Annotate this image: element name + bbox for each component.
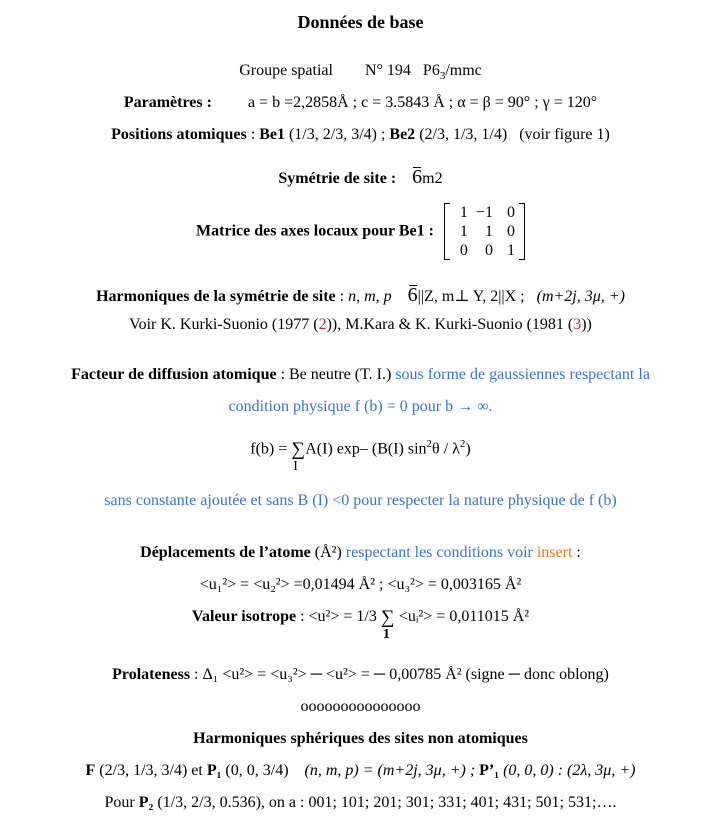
formula-right: A(I) exp– (B(I) sin: [305, 440, 427, 458]
harmonics-label: Harmoniques de la symétrie de site: [96, 288, 336, 305]
scattering-line-2: condition physique f (b) = 0 pour b → ∞.: [228, 398, 493, 415]
scattering-line-1: [0, 366, 721, 384]
references-suffix: )): [581, 316, 592, 333]
matrix-line: [0, 203, 721, 260]
site-P1-eq: = (m+2j, 3μ, +) ;: [362, 762, 476, 779]
site-P1-value: (0, 0, 3/4): [225, 762, 289, 779]
parameters-line: [0, 94, 721, 112]
isotropic-label: Valeur isotrope: [191, 608, 297, 626]
space-group-label: Groupe spatial: [239, 62, 333, 79]
site-P2: P₂: [138, 794, 154, 811]
sum-symbol: ∑ I: [291, 439, 306, 475]
positions-line: Positions atomiques : Be1 (1/3, 2/3, 3/4) ; Be2 (2/3, 1/3, 1/4) (voir figure 1): [111, 126, 610, 143]
references-prefix: Voir K. Kurki-Suonio (1977 (: [129, 316, 319, 333]
site-P1prime-value: (0, 0, 0) : (2λ, 3μ, +): [503, 762, 636, 779]
site-P1: P₁: [206, 762, 222, 779]
insert-link[interactable]: insert: [536, 544, 573, 561]
matrix-cell: 1: [459, 222, 468, 240]
reference-link-2[interactable]: 2: [318, 316, 327, 333]
displacements-label: Déplacements de l’atome: [140, 544, 311, 561]
harmonics-vars: n, m, p: [348, 288, 392, 305]
local-axes-matrix: [444, 203, 525, 260]
positions-note: (voir figure 1): [519, 126, 610, 143]
displacements-blue: respectant les conditions voir: [345, 544, 533, 561]
be1-label: Be1: [259, 126, 285, 143]
formula-right-b: θ / λ: [432, 440, 460, 458]
matrix-cell: 1: [506, 241, 515, 259]
scattering-label: Facteur de diffusion atomique: [71, 366, 277, 383]
site-P1prime: P’₁: [479, 762, 500, 779]
harmonics-rest: ||Z, m⊥ Y, 2||X ;: [417, 288, 525, 305]
matrix-cell: −1: [475, 203, 493, 221]
references-line: [0, 316, 721, 334]
be1-value: (1/3, 2/3, 3/4) ;: [288, 126, 386, 143]
site-symmetry-rest: m2: [422, 170, 443, 187]
matrix-cell: 0: [506, 203, 515, 221]
matrix-cell: 0: [506, 222, 515, 240]
sum-index: I: [293, 459, 298, 475]
space-group-number: N° 194: [364, 62, 411, 79]
non-atomic-line-1: [0, 762, 721, 780]
prolateness-label: Prolateness: [112, 666, 191, 683]
scattering-blue-text: sous forme de gaussiennes respectant la: [395, 366, 650, 383]
displacement-values: <u₁²> = <u₂²> =0,01494 Å² ; <u₃²> = 0,003165 Å²: [199, 576, 522, 593]
page-title: Données de base: [297, 12, 424, 32]
harmonics-line: Harmoniques de la symétrie de site : n, m, p 6||Z, m⊥ Y, 2||X ; (m+2j, 3μ, +): [96, 284, 625, 306]
references-middle: )), M.Kara & K. Kurki-Suonio (1981 (: [326, 316, 574, 333]
separator: ooooooooooooooo: [300, 698, 421, 715]
isotropic-a: : <u²> = 1/3: [300, 608, 377, 626]
non-atomic-title: Harmoniques sphériques des sites non atomiques: [193, 730, 528, 747]
displacements-end: :: [576, 544, 581, 561]
be2-value: (2/3, 1/3, 1/4): [419, 126, 508, 143]
displacements-line: [0, 544, 721, 562]
isotropic-line: [0, 607, 721, 642]
site-F: F: [85, 762, 96, 779]
isotropic-sum: ∑ 1: [381, 607, 395, 642]
parameters-label: Paramètres :: [123, 94, 212, 111]
isotropic-b: <uᵢ²> = 0,011015 Å²: [398, 608, 530, 626]
matrix-label: Matrice des axes locaux pour Be1 :: [196, 222, 434, 240]
matrix-cell: 0: [459, 241, 468, 259]
formula-left: f(b) =: [250, 440, 288, 458]
site-P2-value: (1/3, 2/3, 0.536), on a : 001; 101; 201; 301; 331; 401; 431; 501; 531;….: [157, 794, 617, 811]
space-group-symbol: $P6_3$/mmc: [422, 62, 482, 83]
matrix-cell: 1: [459, 203, 468, 221]
positions-label: Positions atomiques: [111, 126, 247, 143]
site-F-value: (2/3, 1/3, 3/4) et: [99, 762, 203, 779]
harmonics-tuple: (m+2j, 3μ, +): [536, 288, 625, 305]
displacements-unit: (Å²): [314, 544, 342, 561]
matrix-cell: 1: [484, 222, 493, 240]
formula-end: ): [465, 440, 471, 458]
prolateness-value: : Δ₁ <u²> = <u₃²> ─ <u²> = ─ 0,00785 Å² (signe ─ donc oblong): [194, 666, 609, 683]
isotropic-index: 1: [382, 627, 390, 642]
site-P2-prefix: Pour: [104, 794, 135, 811]
formula-sup: 2: [426, 438, 433, 450]
space-group-line: [0, 62, 721, 82]
scattering-note: sans constante ajoutée et sans B (I) <0 pour respecter la nature physique de f (b): [104, 492, 617, 509]
site-symmetry-bar6: 6: [412, 166, 423, 188]
be2-label: Be2: [389, 126, 416, 143]
scattering-text: : Be neutre (T. I.): [280, 366, 392, 383]
parameters-value: a = b =2,2858Å ; c = 3.5843 Å ; α = β = 90° ; γ = 120°: [247, 94, 598, 111]
prolateness-line: [0, 666, 721, 684]
non-atomic-line-2: [0, 794, 721, 812]
formula-line: [0, 438, 721, 475]
reference-link-3[interactable]: 3: [573, 316, 582, 333]
formula-sup2: 2: [459, 438, 466, 450]
matrix-cell: 0: [484, 241, 493, 259]
site-symmetry-line: [0, 166, 721, 189]
site-P1-tuple: (n, m, p): [304, 762, 359, 779]
site-symmetry-label: Symétrie de site :: [278, 170, 397, 187]
harmonics-bar6: 6: [407, 284, 418, 306]
